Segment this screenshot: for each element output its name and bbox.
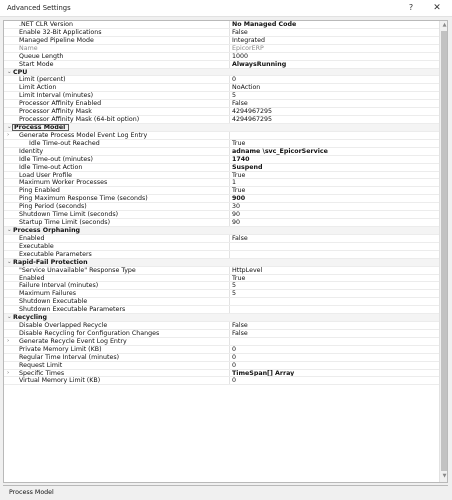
- row-gutter: [4, 76, 14, 83]
- property-name: Managed Pipeline Mode: [19, 36, 94, 44]
- property-row[interactable]: [4, 290, 439, 298]
- row-gutter: [4, 29, 14, 36]
- row-gutter: [4, 179, 14, 186]
- window-title: Advanced Settings: [7, 4, 71, 12]
- property-value[interactable]: 1740: [229, 156, 434, 163]
- property-name: Regular Time Interval (minutes): [19, 353, 120, 361]
- property-name: Disable Overlapped Recycle: [19, 322, 108, 330]
- property-name: Idle Time-out (minutes): [19, 155, 93, 163]
- property-name: Executable Parameters: [19, 250, 92, 258]
- property-name: Processor Affinity Mask: [19, 108, 92, 116]
- property-name: Request Limit: [19, 361, 63, 369]
- property-row[interactable]: [4, 219, 439, 227]
- row-gutter: [4, 61, 14, 68]
- property-value[interactable]: [229, 243, 434, 250]
- property-value[interactable]: False: [229, 100, 434, 107]
- title-bar: [0, 0, 452, 17]
- row-gutter: [4, 346, 14, 353]
- category-row[interactable]: [4, 69, 439, 77]
- category-row[interactable]: [4, 124, 439, 132]
- property-value[interactable]: 5: [229, 290, 434, 297]
- property-row[interactable]: [4, 172, 439, 180]
- property-value[interactable]: 1000: [229, 53, 434, 60]
- property-row[interactable]: [4, 251, 439, 259]
- row-gutter: [4, 235, 14, 242]
- property-value[interactable]: True: [229, 140, 434, 147]
- property-name: Enabled: [19, 274, 45, 282]
- row-gutter: [4, 243, 14, 250]
- property-name: Start Mode: [19, 60, 54, 68]
- row-gutter: [4, 338, 14, 345]
- row-gutter: [4, 132, 14, 139]
- category-label: Process Orphaning: [13, 226, 81, 234]
- property-value[interactable]: AlwaysRunning: [229, 61, 434, 68]
- row-gutter: [4, 116, 14, 123]
- property-name: Generate Recycle Event Log Entry: [19, 337, 127, 345]
- property-row[interactable]: [4, 354, 439, 362]
- property-row[interactable]: [4, 164, 439, 172]
- property-name: Idle Time-out Action: [19, 163, 83, 171]
- property-row[interactable]: [4, 108, 439, 116]
- chevron-down-icon[interactable]: ⌄: [7, 258, 12, 265]
- property-name: Limit (percent): [19, 76, 66, 84]
- row-gutter: [4, 275, 14, 282]
- category-row[interactable]: [4, 227, 439, 235]
- property-name: Limit Action: [19, 84, 57, 92]
- property-name: .NET CLR Version: [19, 21, 73, 28]
- row-gutter: [4, 267, 14, 274]
- property-row[interactable]: [4, 282, 439, 290]
- property-name: Shutdown Time Limit (seconds): [19, 211, 119, 219]
- property-value[interactable]: Suspend: [229, 164, 434, 171]
- row-gutter: [4, 219, 14, 226]
- scroll-thumb[interactable]: [441, 31, 448, 471]
- property-value[interactable]: [229, 298, 434, 305]
- property-value[interactable]: 0: [229, 362, 434, 369]
- category-row[interactable]: [4, 259, 439, 267]
- property-row[interactable]: [4, 298, 439, 306]
- chevron-down-icon[interactable]: ⌄: [7, 226, 12, 233]
- property-row[interactable]: [4, 330, 439, 338]
- description-pane: [3, 485, 448, 500]
- property-name: Maximum Failures: [19, 290, 77, 298]
- property-row[interactable]: [4, 140, 439, 148]
- property-row[interactable]: [4, 156, 439, 164]
- property-row[interactable]: [4, 306, 439, 314]
- row-gutter: [4, 322, 14, 329]
- property-name: Limit Interval (minutes): [19, 92, 94, 100]
- property-value[interactable]: True: [229, 275, 434, 282]
- row-gutter: [4, 172, 14, 179]
- property-row[interactable]: [4, 92, 439, 100]
- category-label: Recycling: [13, 314, 47, 322]
- property-value[interactable]: [229, 338, 434, 345]
- property-value[interactable]: NoAction: [229, 84, 434, 91]
- property-row[interactable]: [4, 203, 439, 211]
- property-value[interactable]: False: [229, 322, 434, 329]
- property-value[interactable]: Integrated: [229, 37, 434, 44]
- property-value[interactable]: 4294967295: [229, 108, 434, 115]
- property-value[interactable]: 0: [229, 346, 434, 353]
- category-label: Process Model: [12, 124, 69, 131]
- property-value[interactable]: 1: [229, 179, 434, 186]
- property-name: Queue Length: [19, 52, 64, 60]
- property-row[interactable]: [4, 53, 439, 61]
- row-gutter: [4, 84, 14, 91]
- close-button[interactable]: ✕: [433, 3, 441, 13]
- row-gutter: [4, 187, 14, 194]
- property-value[interactable]: TimeSpan[] Array: [229, 370, 434, 377]
- property-name: Load User Profile: [19, 171, 73, 179]
- property-name: Enabled: [19, 234, 45, 242]
- property-value[interactable]: 4294967295: [229, 116, 434, 123]
- property-value[interactable]: 0: [229, 76, 434, 83]
- row-gutter: [4, 370, 14, 377]
- property-value[interactable]: 90: [229, 211, 434, 218]
- property-row[interactable]: [4, 267, 439, 275]
- row-gutter: [4, 100, 14, 107]
- vertical-scrollbar[interactable]: [439, 21, 448, 482]
- property-row[interactable]: [4, 132, 439, 140]
- property-name: Virtual Memory Limit (KB): [19, 377, 101, 385]
- property-row[interactable]: [4, 29, 439, 37]
- property-value[interactable]: False: [229, 29, 434, 36]
- row-gutter: [4, 164, 14, 171]
- property-row[interactable]: [4, 322, 439, 330]
- chevron-right-icon[interactable]: ›: [7, 369, 10, 376]
- row-gutter: [4, 298, 14, 305]
- row-gutter: [4, 203, 14, 210]
- description-title: Process Model: [9, 489, 54, 496]
- property-row[interactable]: [4, 37, 439, 45]
- row-gutter: [4, 140, 14, 147]
- row-gutter: [4, 354, 14, 361]
- property-value[interactable]: 900: [229, 195, 434, 202]
- property-name: Maximum Worker Processes: [19, 179, 108, 187]
- property-value[interactable]: True: [229, 172, 434, 179]
- property-name: Processor Affinity Mask (64-bit option): [19, 116, 140, 124]
- property-value[interactable]: False: [229, 330, 434, 337]
- property-row[interactable]: [4, 187, 439, 195]
- property-rows: [4, 21, 439, 385]
- chevron-down-icon[interactable]: ⌄: [7, 123, 12, 130]
- row-gutter: [4, 45, 14, 52]
- property-row[interactable]: [4, 116, 439, 124]
- property-value[interactable]: False: [229, 235, 434, 242]
- property-value[interactable]: 90: [229, 219, 434, 226]
- property-name: Idle Time-out Reached: [29, 139, 100, 147]
- property-row[interactable]: [4, 195, 439, 203]
- row-gutter: [4, 37, 14, 44]
- property-row[interactable]: [4, 61, 439, 69]
- property-name: Shutdown Executable: [19, 298, 88, 306]
- property-value[interactable]: [229, 132, 434, 139]
- property-row[interactable]: [4, 243, 439, 251]
- property-value[interactable]: 30: [229, 203, 434, 210]
- property-name: Specific Times: [19, 369, 65, 377]
- row-gutter: [4, 108, 14, 115]
- row-gutter: [4, 211, 14, 218]
- property-name: Ping Enabled: [19, 187, 60, 195]
- category-row[interactable]: [4, 314, 439, 322]
- scroll-down-icon[interactable]: ▼: [442, 473, 447, 479]
- property-row[interactable]: [4, 346, 439, 354]
- property-row[interactable]: [4, 148, 439, 156]
- chevron-right-icon[interactable]: ›: [7, 337, 10, 344]
- property-row[interactable]: [4, 84, 439, 92]
- row-gutter: [4, 251, 14, 258]
- property-value[interactable]: [229, 306, 434, 313]
- row-gutter: [4, 282, 14, 289]
- property-row[interactable]: [4, 370, 439, 378]
- property-row[interactable]: [4, 211, 439, 219]
- row-gutter: [4, 53, 14, 60]
- row-gutter: [4, 290, 14, 297]
- property-value[interactable]: No Managed Code: [229, 21, 434, 28]
- chevron-down-icon[interactable]: ⌄: [7, 314, 12, 321]
- property-row[interactable]: [4, 235, 439, 243]
- chevron-right-icon[interactable]: ›: [7, 131, 10, 138]
- property-row[interactable]: [4, 362, 439, 370]
- property-name: Processor Affinity Enabled: [19, 100, 102, 108]
- row-gutter: [4, 362, 14, 369]
- property-name: Executable: [19, 242, 54, 250]
- property-row[interactable]: [4, 338, 439, 346]
- property-value[interactable]: adname \svc_EpicorService: [229, 148, 434, 155]
- property-name: Name: [19, 44, 38, 52]
- row-gutter: [4, 156, 14, 163]
- row-gutter: [4, 21, 14, 28]
- property-row[interactable]: [4, 377, 439, 385]
- property-name: Private Memory Limit (KB): [19, 345, 102, 353]
- property-row[interactable]: [4, 21, 439, 29]
- property-value[interactable]: HttpLevel: [229, 267, 434, 274]
- category-label: CPU: [13, 68, 28, 76]
- property-row[interactable]: [4, 76, 439, 84]
- property-name: Ping Maximum Response Time (seconds): [19, 195, 148, 203]
- property-name: Failure Interval (minutes): [19, 282, 99, 290]
- property-value[interactable]: 0: [229, 354, 434, 361]
- property-name: "Service Unavailable" Response Type: [19, 266, 136, 274]
- property-value[interactable]: 0: [229, 377, 434, 384]
- row-gutter: [4, 92, 14, 99]
- property-row[interactable]: [4, 100, 439, 108]
- property-value[interactable]: 5: [229, 92, 434, 99]
- property-value[interactable]: 5: [229, 282, 434, 289]
- row-gutter: [4, 148, 14, 155]
- row-gutter: [4, 306, 14, 313]
- property-name: Identity: [19, 147, 44, 155]
- help-button[interactable]: ?: [408, 3, 414, 12]
- property-value[interactable]: EpicorERP: [229, 45, 434, 52]
- category-label: Rapid-Fail Protection: [13, 258, 88, 266]
- row-gutter: [4, 195, 14, 202]
- property-name: Shutdown Executable Parameters: [19, 306, 126, 314]
- property-grid: [3, 20, 448, 483]
- property-value[interactable]: True: [229, 187, 434, 194]
- property-name: Enable 32-Bit Applications: [19, 28, 102, 36]
- property-row[interactable]: [4, 179, 439, 187]
- property-name: Disable Recycling for Configuration Changes: [19, 329, 160, 337]
- property-row[interactable]: [4, 275, 439, 283]
- property-name: Ping Period (seconds): [19, 203, 87, 211]
- property-name: Generate Process Model Event Log Entry: [19, 131, 148, 139]
- property-name: Startup Time Limit (seconds): [19, 219, 111, 227]
- scroll-up-icon[interactable]: ▲: [442, 22, 447, 28]
- property-row[interactable]: [4, 45, 439, 53]
- chevron-down-icon[interactable]: ⌄: [7, 68, 12, 75]
- property-value[interactable]: [229, 251, 434, 258]
- row-gutter: [4, 377, 14, 384]
- row-gutter: [4, 330, 14, 337]
